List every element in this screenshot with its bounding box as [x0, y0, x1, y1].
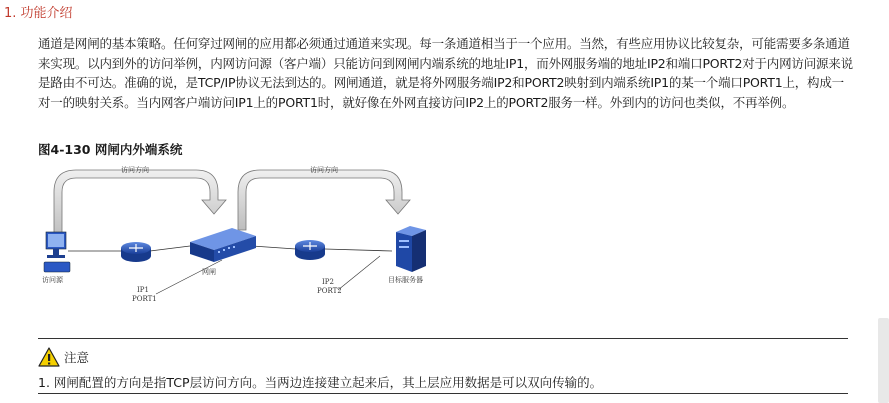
ip2-label: IP2: [322, 278, 334, 286]
port2-label: PORT2: [317, 287, 342, 295]
access-arrow-right: [238, 170, 410, 230]
note-label: 注意: [64, 350, 90, 365]
access-arrow-left: [54, 170, 226, 238]
gatekeeper-icon: [190, 228, 256, 262]
note-bottom-divider: [38, 393, 848, 394]
ip1-pointer-line: [156, 260, 222, 294]
router-icon: [121, 242, 151, 262]
network-diagram: [0, 158, 889, 313]
source-label: 访问源: [42, 276, 63, 284]
warning-icon: [38, 347, 60, 367]
section-title: 1. 功能介绍: [4, 6, 73, 21]
note-top-divider: [38, 338, 848, 339]
link-line: [325, 249, 392, 251]
router-icon: [295, 240, 325, 260]
ip2-pointer-line: [338, 256, 380, 290]
note-text: 1. 网闸配置的方向是指TCP层访问方向。当两边连接建立起来后，其上层应用数据是可以双向传输的。: [38, 375, 603, 390]
note-header: [38, 347, 89, 367]
computer-icon: [44, 232, 70, 272]
link-line: [252, 246, 296, 249]
access-direction-label-right: 访问方向: [310, 166, 338, 174]
server-icon: [396, 226, 426, 272]
link-line: [150, 246, 190, 251]
figure-caption: 图4-130 网闸内外端系统: [38, 142, 183, 157]
target-server-label: 目标服务器: [388, 276, 423, 284]
scrollbar-thumb[interactable]: [878, 318, 889, 403]
port1-label: PORT1: [132, 295, 157, 303]
access-direction-label-left: 访问方向: [121, 166, 149, 174]
gatekeeper-label: 网闸: [202, 268, 216, 276]
ip1-label: IP1: [137, 286, 149, 294]
body-paragraph: 通道是网闸的基本策略。任何穿过网闸的应用都必须通过通道来实现。每一条通道相当于一个应用。当然，有些应用协议比较复杂，可能需要多条通道来实现。以内到外的访问举例，内网访问源（客户端）只能访问到网闸内端系统的地址IP1，而外网服务端的地址IP2和端口PORT2对于内网访问源来说是路由不可达。准确的说，是TCP/IP协议无法到达的。网闸通道，就是将外网服务端IP2和PORT2映射到内端系统IP1的某一个端口PORT1上，构成一对一的映射关系。当内网客户端访问IP1上的PORT1时，就好像在外网直接访问IP2上的PORT2服务一样。外到内的访问也类似，不再举例。: [38, 36, 853, 110]
